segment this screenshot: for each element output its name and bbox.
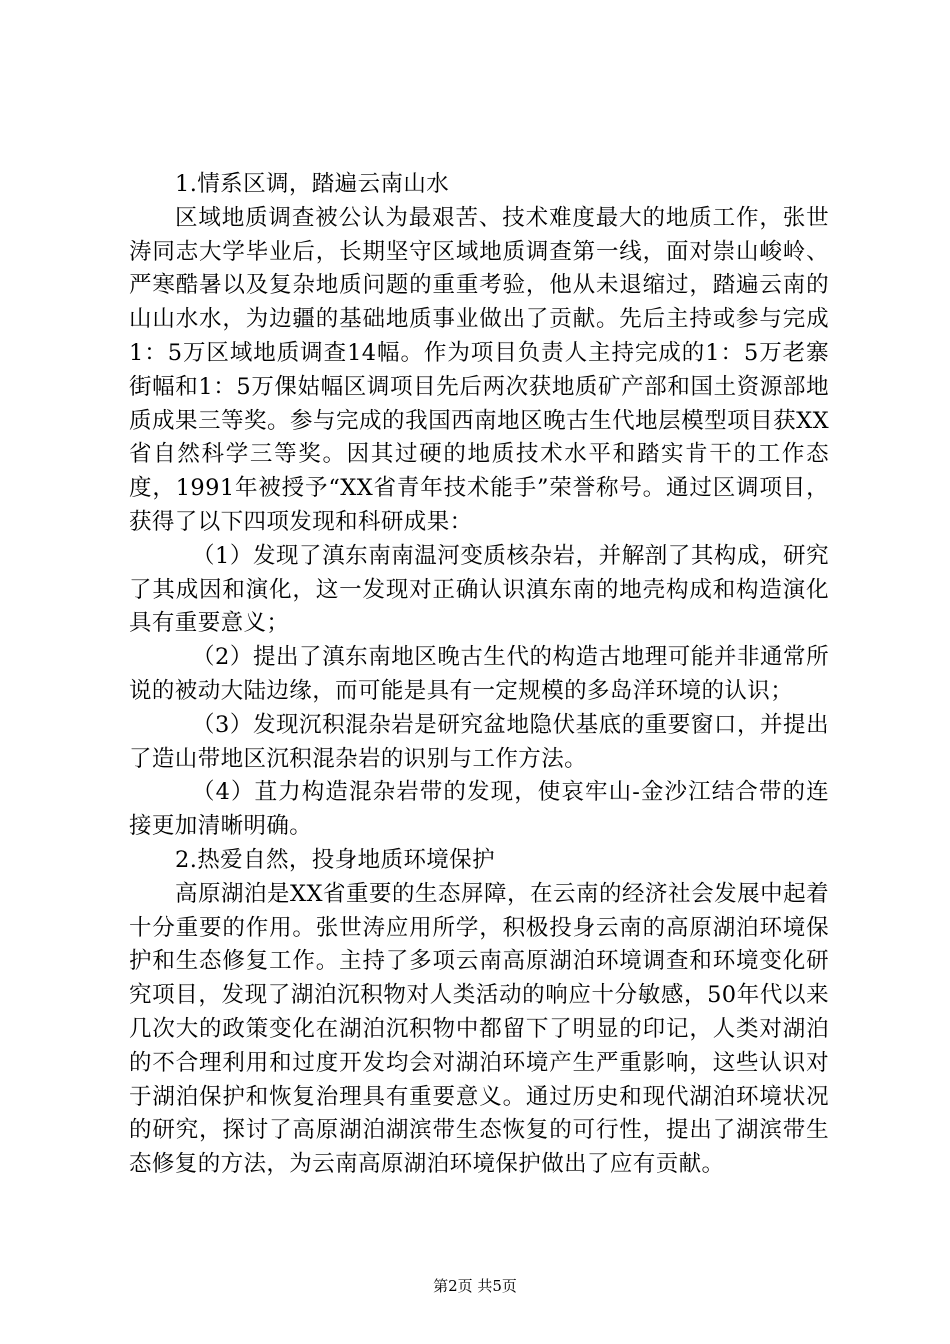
finding-item-4: （4）苴力构造混杂岩带的发现，使哀牢山-金沙江结合带的连接更加清晰明确。: [129, 779, 829, 840]
document-body: [129, 168, 829, 1182]
page-number-footer: 第2页 共5页: [433, 1277, 517, 1295]
finding-item-1: （1）发现了滇东南南温河变质核杂岩，并解剖了其构成，研究了其成因和演化，这一发现对正确认识滇东南的地壳构成和构造演化具有重要意义；: [129, 542, 829, 637]
body-paragraph-2: 高原湖泊是XX省重要的生态屏障，在云南的经济社会发展中起着十分重要的作用。张世涛应用所学，积极投身云南的高原湖泊环境保护和生态修复工作。主持了多项云南高原湖泊环境调查和环境变化研究项目，发现了湖泊沉积物对人类活动的响应十分敏感，50年代以来几次大的政策变化在湖泊沉积物中都留下了明显的印记，人类对湖泊的不合理利用和过度开发均会对湖泊环境产生严重影响，这些认识对于湖泊保护和恢复治理具有重要意义。通过历史和现代湖泊环境状况的研究，探讨了高原湖泊湖滨带生态恢复的可行性，提出了湖滨带生态修复的方法，为云南高原湖泊环境保护做出了应有贡献。: [129, 880, 829, 1178]
finding-item-3: （3）发现沉积混杂岩是研究盆地隐伏基底的重要窗口，并提出了造山带地区沉积混杂岩的识别与工作方法。: [129, 711, 829, 772]
body-paragraph-1: 区域地质调查被公认为最艰苦、技术难度最大的地质工作，张世涛同志大学毕业后，长期坚守区域地质调查第一线，面对崇山峻岭、严寒酷暑以及复杂地质问题的重重考验，他从未退缩过，踏遍云南的山山水水，为边疆的基础地质事业做出了贡献。先后主持或参与完成1：5万区域地质调查14幅。作为项目负责人主持完成的1：5万老寨街幅和1：5万倮姑幅区调项目先后两次获地质矿产部和国土资源部地质成果三等奖。参与完成的我国西南地区晚古生代地层模型项目获XX省自然科学三等奖。因其过硬的地质技术水平和踏实肯干的工作态度，1991年被授予“XX省青年技术能手”荣誉称号。通过区调项目，获得了以下四项发现和科研成果：: [129, 204, 829, 535]
section-heading-1: 1.情系区调，踏遍云南山水: [175, 171, 450, 197]
finding-item-2: （2）提出了滇东南地区晚古生代的构造古地理可能并非通常所说的被动大陆边缘，而可能是具有一定规模的多岛洋环境的认识；: [129, 644, 829, 704]
section-heading-2: 2.热爱自然，投身地质环境保护: [175, 846, 495, 873]
